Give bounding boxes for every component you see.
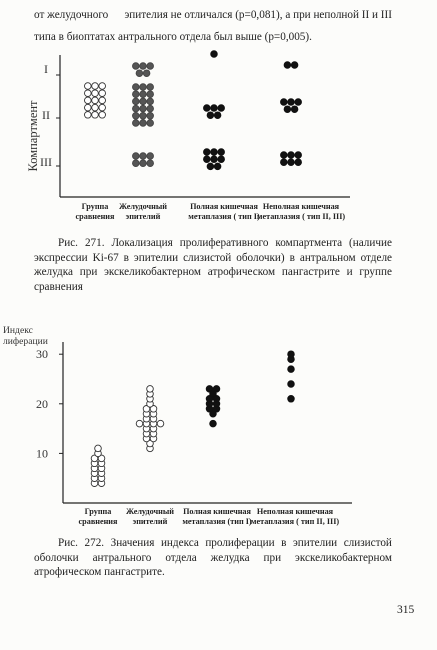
caption-word: группе — [359, 266, 392, 278]
figure-271-point — [214, 163, 221, 170]
figure-271-point — [147, 160, 154, 167]
figure-271-point — [288, 159, 295, 166]
figure-271-point — [143, 70, 150, 77]
figure-271-point — [207, 163, 214, 170]
caption-word: пролиферации — [205, 537, 275, 549]
caption-word: желудка — [34, 266, 73, 278]
y-axis-label: Индекс — [3, 325, 33, 336]
y-tick-label: 20 — [36, 396, 48, 411]
figure-271-point — [140, 98, 147, 105]
figure-272-point — [136, 420, 143, 427]
figure-271-point — [147, 120, 154, 127]
figure-272-category-label: сравнения — [78, 517, 118, 526]
figure-271-point — [140, 153, 147, 160]
caption-word: пролиферативного — [179, 237, 269, 249]
figure-271-point — [99, 112, 106, 119]
figure-271-category-label: Неполная кишечная — [262, 202, 340, 211]
caption-word: Рис. — [58, 237, 78, 249]
figure-271-point — [136, 70, 143, 77]
caption-word: эпителии — [133, 251, 179, 264]
caption-line — [34, 551, 392, 566]
caption-word: и — [346, 266, 353, 278]
caption-word: экскеликобактерном — [295, 551, 392, 564]
caption-line — [34, 565, 392, 580]
figure-271-point — [147, 153, 154, 160]
figure-271-category-label: сравнения — [75, 212, 115, 221]
figure-271-chart — [0, 45, 437, 230]
figure-272-category-label: Желудочный — [126, 507, 174, 516]
figure-271-point — [92, 90, 99, 97]
caption-word: в — [289, 251, 295, 264]
y-tick-label: 30 — [36, 347, 48, 362]
figure-271-point — [295, 152, 302, 159]
body-text-part: от желудочного — [34, 9, 109, 21]
figure-271-point — [147, 84, 154, 91]
caption-word: Ki-67 — [92, 251, 119, 264]
figure-272-category-label: эпителий — [132, 517, 168, 526]
figure-271-point — [214, 112, 221, 119]
figure-271-point — [281, 99, 288, 106]
figure-272-chart — [0, 318, 437, 530]
caption-word: Значения — [110, 537, 155, 549]
figure-271-category-label: метаплазия ( тип II, III) — [256, 212, 346, 221]
caption-line — [34, 536, 392, 551]
y-axis-label: лиферации — [3, 336, 48, 347]
y-tick-label: 10 — [36, 446, 48, 461]
figure-271-category-label: Полная кишечная — [190, 202, 258, 211]
caption-word: слизистой — [343, 537, 392, 549]
y-tick-label-i: I — [44, 62, 48, 76]
figure-272-point — [157, 420, 164, 427]
figure-271-point — [85, 97, 92, 104]
caption-line — [34, 236, 392, 251]
caption-word: компартмента — [275, 237, 343, 249]
figure-271-point — [284, 62, 291, 69]
caption-word: слизистой — [183, 251, 232, 264]
figure-271-point — [147, 113, 154, 120]
caption-word: при — [79, 266, 98, 278]
caption-word: Рис. — [58, 537, 78, 549]
figure-271-point — [147, 63, 154, 70]
figure-271-point — [147, 91, 154, 98]
caption-word: желудка — [210, 551, 250, 564]
figure-272-point — [288, 366, 295, 373]
caption-word: атрофическом пангастрите. — [34, 566, 165, 578]
figure-271-point — [204, 149, 211, 156]
figure-271-category-label: Группа — [81, 202, 109, 211]
caption-line — [34, 265, 392, 280]
figure-271-point — [140, 105, 147, 112]
figure-272-point — [288, 381, 295, 388]
caption-word: Локализация — [111, 237, 173, 249]
figure-271-point — [133, 63, 140, 70]
figure-271-point — [140, 84, 147, 91]
caption-word: экспрессии — [34, 251, 88, 264]
caption-word: экскеликобактерном — [104, 266, 202, 278]
y-tick-label-ii: II — [42, 108, 50, 122]
figure-271-caption — [34, 236, 392, 294]
figure-271-point — [211, 156, 218, 163]
figure-271-point — [218, 105, 225, 112]
y-axis-label: Компартмент — [26, 100, 40, 172]
figure-271-point — [99, 97, 106, 104]
figure-271-point — [99, 90, 106, 97]
figure-271-point — [92, 97, 99, 104]
caption-word: отделе — [360, 251, 392, 264]
figure-271-point — [281, 159, 288, 166]
figure-271-point — [211, 149, 218, 156]
figure-271-point — [147, 105, 154, 112]
figure-271-point — [92, 112, 99, 119]
caption-word: пангастрите — [281, 266, 340, 278]
caption-word: в — [281, 537, 287, 549]
figure-271-point — [211, 105, 218, 112]
caption-word: сравнения — [34, 280, 83, 293]
y-tick-label-iii: III — [40, 155, 52, 169]
caption-word: эпителии — [292, 537, 338, 549]
figure-271-point — [218, 156, 225, 163]
figure-271-point — [92, 83, 99, 90]
figure-272-point — [288, 351, 295, 358]
figure-271-point — [291, 106, 298, 113]
figure-271-point — [85, 104, 92, 111]
figure-271-point — [218, 149, 225, 156]
figure-272-category-label: Полная кишечная — [183, 507, 251, 516]
caption-line — [34, 280, 392, 295]
figure-271-point — [140, 113, 147, 120]
figure-271-point — [147, 98, 154, 105]
figure-271-point — [99, 83, 106, 90]
figure-272-point — [95, 445, 102, 452]
page-number: 315 — [397, 604, 415, 616]
body-text-line-1 — [34, 8, 392, 22]
figure-272-point — [206, 386, 213, 393]
figure-271-point — [133, 105, 140, 112]
figure-271-point — [140, 120, 147, 127]
figure-271-point — [295, 159, 302, 166]
body-text-part: эпителия не отличался (р=0,081), а при неполной II и III — [124, 9, 392, 21]
figure-271-point — [288, 99, 295, 106]
figure-271-point — [295, 99, 302, 106]
caption-word: оболочки) — [236, 251, 285, 264]
figure-271-point — [133, 160, 140, 167]
figure-271-point — [140, 91, 147, 98]
figure-271-point — [133, 120, 140, 127]
caption-word: при — [263, 551, 282, 564]
figure-271-category-label: Желудочный — [119, 202, 167, 211]
figure-271-point — [204, 105, 211, 112]
figure-271-point — [133, 113, 140, 120]
caption-word: индекса — [160, 537, 199, 549]
figure-271-point — [133, 98, 140, 105]
caption-word: в — [123, 251, 129, 264]
caption-word: 271. — [84, 237, 105, 249]
figure-271-point — [85, 83, 92, 90]
figure-272-caption — [34, 536, 392, 580]
caption-word: (наличие — [349, 237, 392, 249]
figure-271-point — [284, 106, 291, 113]
figure-271-point — [140, 63, 147, 70]
figure-272-point — [210, 420, 217, 427]
figure-271-point — [281, 152, 288, 159]
caption-word: антральном — [299, 251, 356, 264]
caption-line — [34, 251, 392, 266]
figure-271-category-label: эпителий — [125, 212, 161, 221]
figure-271-point — [207, 112, 214, 119]
figure-272-point — [288, 396, 295, 403]
figure-272-category-label: Группа — [84, 507, 112, 516]
caption-word: 272. — [84, 537, 105, 549]
figure-272-point — [213, 386, 220, 393]
figure-271-point — [85, 90, 92, 97]
figure-272-point — [147, 386, 154, 393]
caption-word: антрального — [92, 551, 152, 564]
caption-word: оболочки — [34, 551, 79, 564]
figure-271-point — [133, 91, 140, 98]
figure-271-point — [99, 104, 106, 111]
caption-word: атрофическом — [207, 266, 276, 278]
figure-271-point — [133, 84, 140, 91]
figure-272-category-label: метаплазия ( тип II, III) — [250, 517, 340, 526]
figure-271-point — [133, 153, 140, 160]
figure-271-point — [92, 104, 99, 111]
figure-271-point — [291, 62, 298, 69]
figure-271-point — [204, 156, 211, 163]
figure-271-point — [85, 112, 92, 119]
figure-271-point — [140, 160, 147, 167]
figure-271-category-label: метаплазия ( тип I) — [188, 212, 260, 221]
figure-272-category-label: Неполная кишечная — [256, 507, 334, 516]
figure-271-point — [211, 51, 218, 58]
figure-272-category-label: метаплазия (тип I) — [182, 517, 252, 526]
body-text-line-2: типа в биоптатах антрального отдела был выше (р=0,005). — [34, 31, 312, 43]
caption-word: отдела — [165, 551, 197, 564]
figure-271-point — [288, 152, 295, 159]
